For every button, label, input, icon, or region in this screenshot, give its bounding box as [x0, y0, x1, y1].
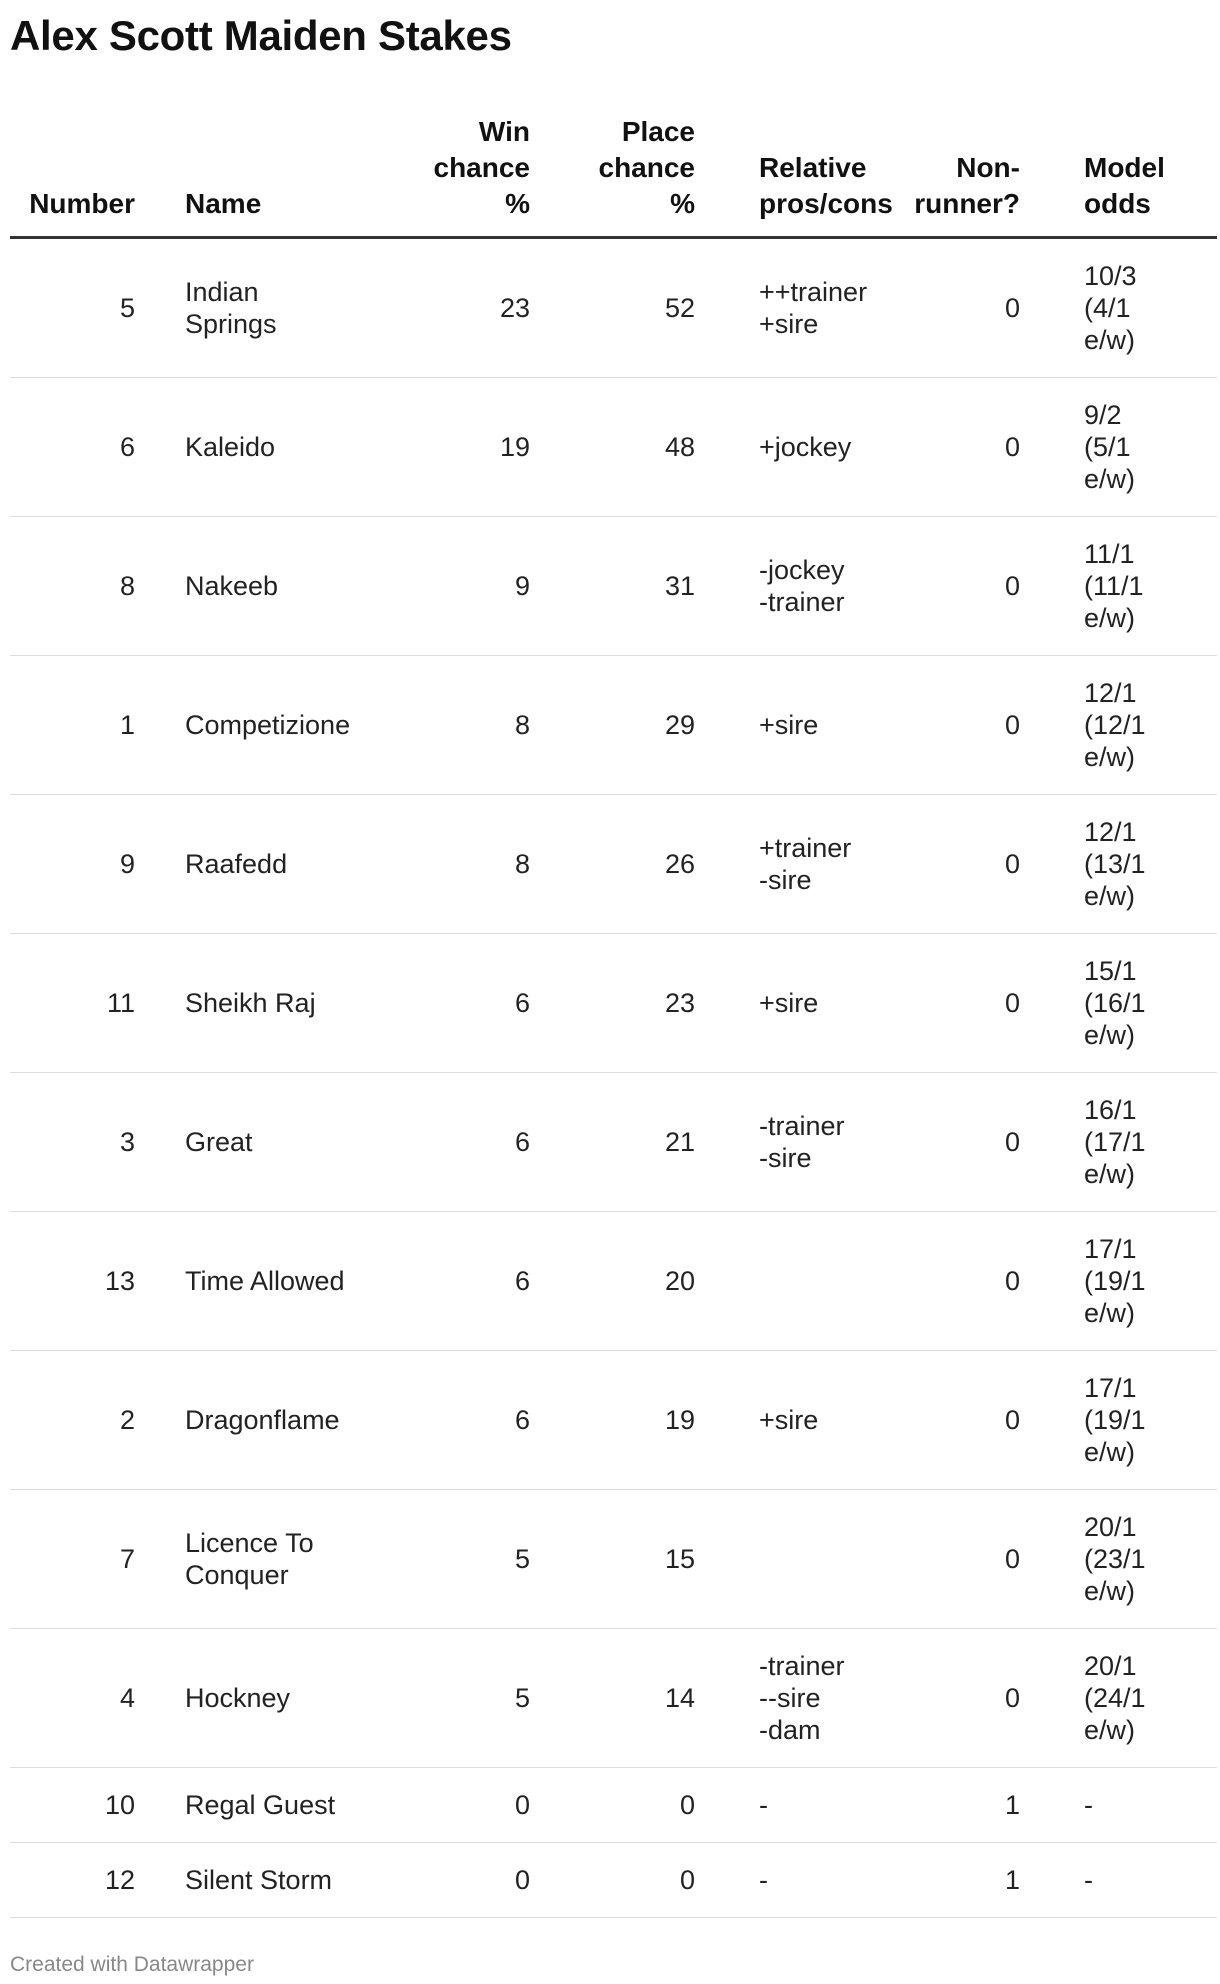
- table-row: [10, 238, 1217, 378]
- column-header-number[interactable]: [10, 104, 135, 238]
- cell-line: (4/1: [1084, 293, 1131, 323]
- cell-name: [135, 1351, 380, 1490]
- cell-model-odds: [1020, 1212, 1217, 1351]
- cell-line: Licence To: [185, 1528, 314, 1558]
- cell-pros-cons: [695, 1212, 895, 1351]
- cell-text: 19: [664, 1405, 695, 1435]
- cell-line: (19/1: [1084, 1405, 1146, 1435]
- cell-name: [135, 238, 380, 378]
- cell-name: [135, 1490, 380, 1629]
- page-title: Alex Scott Maiden Stakes: [10, 12, 512, 59]
- cell-model-odds: [1020, 656, 1217, 795]
- column-header-name[interactable]: [135, 104, 380, 238]
- results-table: [10, 104, 1217, 1918]
- cell-line: -: [759, 1865, 768, 1895]
- cell-line: Raafedd: [185, 849, 288, 879]
- cell-text: 31: [664, 571, 695, 601]
- cell-model-odds: [1020, 1073, 1217, 1212]
- cell-text: 0: [1004, 293, 1020, 323]
- cell-win-chance: [380, 238, 530, 378]
- column-header-model-odds[interactable]: [1020, 104, 1217, 238]
- cell-text: 23: [664, 988, 695, 1018]
- table-row: [10, 795, 1217, 934]
- cell-model-odds: [1020, 238, 1217, 378]
- cell-line: 12/1: [1084, 817, 1137, 847]
- cell-text: 0: [1004, 1266, 1020, 1296]
- cell-number: [10, 517, 135, 656]
- cell-place-chance: [530, 238, 695, 378]
- cell-win-chance: [380, 517, 530, 656]
- column-header-label: Name: [185, 188, 262, 219]
- cell-text: 6: [514, 1266, 530, 1296]
- cell-line: (5/1: [1084, 432, 1131, 462]
- cell-text: 8: [119, 571, 135, 601]
- cell-name: [135, 656, 380, 795]
- cell-text: 5: [514, 1544, 530, 1574]
- cell-line: (11/1: [1084, 571, 1144, 601]
- table-row: [10, 1768, 1217, 1843]
- cell-text: 23: [499, 293, 530, 323]
- cell-line: +trainer: [759, 833, 852, 863]
- cell-line: --sire: [759, 1683, 821, 1713]
- cell-non-runner: [895, 656, 1020, 795]
- cell-model-odds: [1020, 1768, 1217, 1843]
- cell-win-chance: [380, 1843, 530, 1918]
- cell-text: 6: [514, 1405, 530, 1435]
- cell-text: 48: [664, 432, 695, 462]
- cell-text: 10: [104, 1790, 135, 1820]
- cell-line: Hockney: [185, 1683, 291, 1713]
- cell-place-chance: [530, 1490, 695, 1629]
- cell-line: (16/1: [1084, 988, 1146, 1018]
- cell-non-runner: [895, 378, 1020, 517]
- cell-text: 6: [514, 1127, 530, 1157]
- cell-name: [135, 934, 380, 1073]
- cell-text: 9: [514, 571, 530, 601]
- cell-text: 52: [664, 293, 695, 323]
- cell-line: e/w): [1084, 1298, 1136, 1328]
- cell-line: 20/1: [1084, 1651, 1137, 1681]
- cell-line: (19/1: [1084, 1266, 1146, 1296]
- cell-text: 8: [514, 710, 530, 740]
- cell-line: -trainer: [759, 587, 845, 617]
- cell-line: -: [1084, 1790, 1093, 1820]
- cell-place-chance: [530, 517, 695, 656]
- cell-text: 5: [119, 293, 135, 323]
- cell-model-odds: [1020, 517, 1217, 656]
- column-header-label: Win: [478, 116, 530, 147]
- cell-non-runner: [895, 1843, 1020, 1918]
- cell-number: [10, 1212, 135, 1351]
- cell-pros-cons: [695, 1629, 895, 1768]
- cell-text: 11: [106, 988, 135, 1018]
- cell-text: 0: [514, 1790, 530, 1820]
- cell-place-chance: [530, 1768, 695, 1843]
- cell-text: 15: [664, 1544, 695, 1574]
- cell-line: e/w): [1084, 881, 1136, 911]
- cell-place-chance: [530, 934, 695, 1073]
- table-row: [10, 934, 1217, 1073]
- table-header: [10, 104, 1217, 238]
- cell-line: e/w): [1084, 603, 1136, 633]
- cell-non-runner: [895, 517, 1020, 656]
- cell-line: (12/1: [1084, 710, 1146, 740]
- cell-text: 0: [1004, 571, 1020, 601]
- table-row: [10, 1490, 1217, 1629]
- cell-name: [135, 1768, 380, 1843]
- cell-text: 2: [119, 1405, 135, 1435]
- cell-pros-cons: [695, 1351, 895, 1490]
- table-row: [10, 1629, 1217, 1768]
- cell-text: 3: [119, 1127, 135, 1157]
- cell-line: Indian: [185, 277, 259, 307]
- cell-model-odds: [1020, 1843, 1217, 1918]
- cell-text: 1: [1004, 1790, 1020, 1820]
- cell-non-runner: [895, 1768, 1020, 1843]
- cell-text: 0: [1004, 988, 1020, 1018]
- cell-line: -dam: [759, 1715, 821, 1745]
- cell-pros-cons: [695, 238, 895, 378]
- cell-line: 9/2: [1084, 400, 1122, 430]
- cell-line: 17/1: [1084, 1234, 1137, 1264]
- cell-line: (13/1: [1084, 849, 1146, 879]
- cell-text: 0: [679, 1790, 695, 1820]
- cell-model-odds: [1020, 1629, 1217, 1768]
- cell-text: 0: [1004, 1544, 1020, 1574]
- cell-line: Conquer: [185, 1560, 289, 1590]
- table-row: [10, 1073, 1217, 1212]
- cell-pros-cons: [695, 1843, 895, 1918]
- cell-line: Great: [185, 1127, 253, 1157]
- cell-text: 0: [1004, 1405, 1020, 1435]
- cell-number: [10, 934, 135, 1073]
- column-header-non-runner[interactable]: [895, 104, 1020, 238]
- cell-place-chance: [530, 1073, 695, 1212]
- cell-line: e/w): [1084, 1020, 1136, 1050]
- cell-win-chance: [380, 1212, 530, 1351]
- cell-non-runner: [895, 238, 1020, 378]
- cell-line: +sire: [759, 710, 819, 740]
- cell-win-chance: [380, 656, 530, 795]
- cell-line: +jockey: [759, 432, 852, 462]
- cell-non-runner: [895, 1212, 1020, 1351]
- cell-pros-cons: [695, 795, 895, 934]
- cell-line: Nakeeb: [185, 571, 279, 601]
- cell-model-odds: [1020, 795, 1217, 934]
- cell-text: 20: [664, 1266, 695, 1296]
- column-header-label: Model: [1084, 152, 1165, 183]
- cell-line: +sire: [759, 988, 819, 1018]
- column-header-label: %: [505, 188, 530, 219]
- cell-line: -jockey: [759, 555, 845, 585]
- cell-win-chance: [380, 934, 530, 1073]
- cell-non-runner: [895, 1629, 1020, 1768]
- column-header-label: %: [670, 188, 695, 219]
- cell-number: [10, 1490, 135, 1629]
- cell-line: Competizione: [185, 710, 351, 740]
- cell-line: Silent Storm: [185, 1865, 333, 1895]
- column-header-win-chance[interactable]: [380, 104, 530, 238]
- cell-place-chance: [530, 656, 695, 795]
- cell-line: e/w): [1084, 1576, 1136, 1606]
- cell-text: 6: [514, 988, 530, 1018]
- cell-text: 26: [664, 849, 695, 879]
- column-header-label: pros/cons: [759, 188, 893, 219]
- cell-line: Regal Guest: [185, 1790, 336, 1820]
- cell-number: [10, 238, 135, 378]
- cell-line: e/w): [1084, 325, 1136, 355]
- column-header-label: Place: [621, 116, 695, 147]
- cell-line: Kaleido: [185, 432, 276, 462]
- cell-line: (23/1: [1084, 1544, 1146, 1574]
- cell-text: 0: [1004, 1683, 1020, 1713]
- cell-text: 21: [664, 1127, 695, 1157]
- cell-non-runner: [895, 1351, 1020, 1490]
- cell-text: 1: [119, 710, 135, 740]
- cell-line: e/w): [1084, 1437, 1136, 1467]
- cell-line: 11/1: [1084, 539, 1135, 569]
- column-header-label: chance: [433, 152, 530, 183]
- cell-place-chance: [530, 1843, 695, 1918]
- cell-text: 0: [1004, 1127, 1020, 1157]
- cell-model-odds: [1020, 934, 1217, 1073]
- cell-line: 15/1: [1084, 956, 1137, 986]
- cell-win-chance: [380, 378, 530, 517]
- cell-non-runner: [895, 1073, 1020, 1212]
- cell-line: 17/1: [1084, 1373, 1137, 1403]
- cell-text: 6: [119, 432, 135, 462]
- cell-line: +sire: [759, 309, 819, 339]
- cell-name: [135, 1629, 380, 1768]
- cell-line: 20/1: [1084, 1512, 1137, 1542]
- table-row: [10, 656, 1217, 795]
- table-row: [10, 1212, 1217, 1351]
- cell-place-chance: [530, 795, 695, 934]
- cell-win-chance: [380, 1629, 530, 1768]
- cell-win-chance: [380, 1351, 530, 1490]
- cell-pros-cons: [695, 656, 895, 795]
- cell-number: [10, 1351, 135, 1490]
- cell-model-odds: [1020, 1351, 1217, 1490]
- cell-name: [135, 1843, 380, 1918]
- cell-number: [10, 1073, 135, 1212]
- cell-non-runner: [895, 1490, 1020, 1629]
- cell-pros-cons: [695, 378, 895, 517]
- table-row: [10, 1843, 1217, 1918]
- cell-line: 16/1: [1084, 1095, 1137, 1125]
- cell-text: 14: [664, 1683, 695, 1713]
- cell-text: 8: [514, 849, 530, 879]
- cell-line: -sire: [759, 1143, 812, 1173]
- cell-line: ++trainer: [759, 277, 868, 307]
- cell-win-chance: [380, 1073, 530, 1212]
- cell-number: [10, 1843, 135, 1918]
- cell-pros-cons: [695, 517, 895, 656]
- cell-text: 29: [664, 710, 695, 740]
- cell-text: 12: [104, 1865, 135, 1895]
- cell-text: 9: [119, 849, 135, 879]
- cell-text: 0: [1004, 710, 1020, 740]
- cell-text: 13: [104, 1266, 135, 1296]
- cell-text: 5: [514, 1683, 530, 1713]
- cell-non-runner: [895, 795, 1020, 934]
- cell-place-chance: [530, 1212, 695, 1351]
- column-header-pros-cons[interactable]: [695, 104, 895, 238]
- cell-number: [10, 1768, 135, 1843]
- column-header-label: odds: [1084, 188, 1151, 219]
- cell-non-runner: [895, 934, 1020, 1073]
- cell-win-chance: [380, 1768, 530, 1843]
- cell-text: 0: [679, 1865, 695, 1895]
- cell-number: [10, 1629, 135, 1768]
- cell-line: +sire: [759, 1405, 819, 1435]
- cell-text: 0: [514, 1865, 530, 1895]
- cell-text: 1: [1004, 1865, 1020, 1895]
- cell-line: e/w): [1084, 742, 1136, 772]
- table-row: [10, 378, 1217, 517]
- cell-place-chance: [530, 1351, 695, 1490]
- table-row: [10, 517, 1217, 656]
- cell-place-chance: [530, 1629, 695, 1768]
- cell-line: Sheikh Raj: [185, 988, 316, 1018]
- cell-number: [10, 378, 135, 517]
- cell-win-chance: [380, 795, 530, 934]
- column-header-place-chance[interactable]: [530, 104, 695, 238]
- cell-line: e/w): [1084, 464, 1136, 494]
- cell-line: (17/1: [1084, 1127, 1146, 1157]
- cell-pros-cons: [695, 1073, 895, 1212]
- cell-name: [135, 517, 380, 656]
- cell-line: Springs: [185, 309, 277, 339]
- cell-line: 12/1: [1084, 678, 1137, 708]
- cell-line: e/w): [1084, 1159, 1136, 1189]
- cell-text: 7: [119, 1544, 135, 1574]
- column-header-label: Relative: [759, 152, 867, 183]
- cell-model-odds: [1020, 1490, 1217, 1629]
- cell-line: (24/1: [1084, 1683, 1146, 1713]
- cell-text: 0: [1004, 432, 1020, 462]
- cell-line: -trainer: [759, 1651, 845, 1681]
- table-body: [10, 238, 1217, 1918]
- cell-name: [135, 1212, 380, 1351]
- cell-win-chance: [380, 1490, 530, 1629]
- cell-pros-cons: [695, 1490, 895, 1629]
- cell-name: [135, 378, 380, 517]
- cell-line: -: [1084, 1865, 1093, 1895]
- cell-line: 10/3: [1084, 261, 1137, 291]
- cell-model-odds: [1020, 378, 1217, 517]
- column-header-label: chance: [598, 152, 695, 183]
- cell-text: 0: [1004, 849, 1020, 879]
- cell-number: [10, 656, 135, 795]
- table-row: [10, 1351, 1217, 1490]
- cell-text: 4: [119, 1683, 135, 1713]
- cell-line: e/w): [1084, 1715, 1136, 1745]
- cell-text: 19: [499, 432, 530, 462]
- cell-place-chance: [530, 378, 695, 517]
- footer-credit: Created with Datawrapper: [10, 1953, 254, 1976]
- cell-pros-cons: [695, 934, 895, 1073]
- cell-pros-cons: [695, 1768, 895, 1843]
- cell-line: -: [759, 1790, 768, 1820]
- cell-line: -trainer: [759, 1111, 845, 1141]
- cell-line: -sire: [759, 865, 812, 895]
- column-header-label: Non-: [956, 152, 1020, 183]
- cell-name: [135, 795, 380, 934]
- cell-line: Time Allowed: [185, 1266, 345, 1296]
- cell-name: [135, 1073, 380, 1212]
- column-header-label: runner?: [914, 188, 1020, 219]
- cell-number: [10, 795, 135, 934]
- column-header-label: Number: [29, 188, 135, 219]
- header-row: [10, 104, 1217, 238]
- cell-line: Dragonflame: [185, 1405, 340, 1435]
